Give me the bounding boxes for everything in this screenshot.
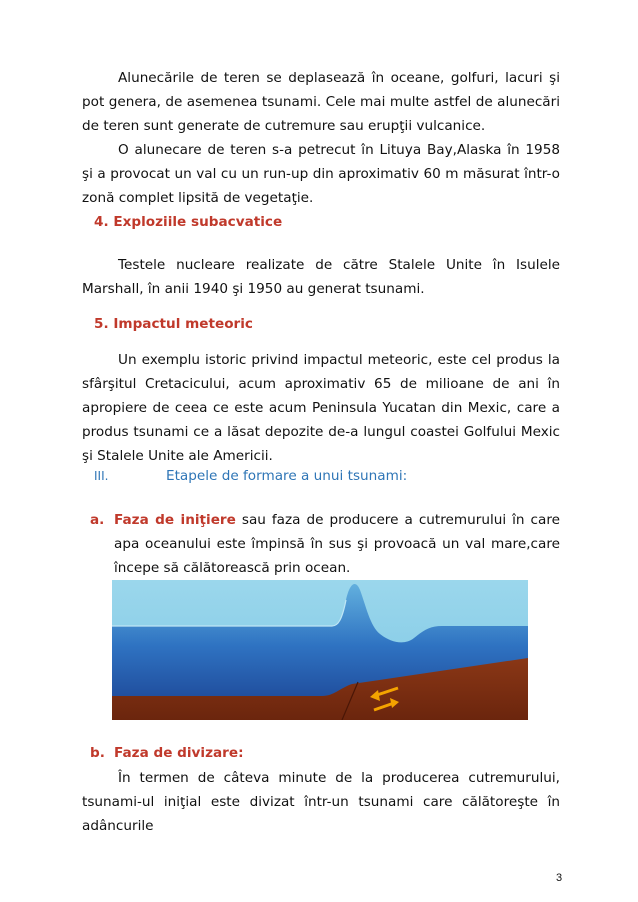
list-item-body <box>96 741 560 765</box>
list-item-division <box>90 741 560 765</box>
paragraph-landslides: Alunecările de teren se deplasează în oceane, golfuri, lacuri şi pot genera, de asemenea tsunami. Cele mai multe astfel de alunecări de teren sunt generate de cutremure sau erupţii vulcanice. <box>82 70 560 134</box>
paragraph-nuclear-tests: Testele nucleare realizate de către Stalele Unite în Isulele Marshall, în anii 1940 şi 1950 au generat tsunami. <box>82 257 560 297</box>
paragraph-division: În termen de câteva minute de la producerea cutremurului, tsunami-ul iniţial este divizat într-un tsunami care călătoreşte în adâncurile <box>82 770 560 834</box>
heading-text: Exploziile subacvatice <box>113 214 283 230</box>
list-marker: a. <box>90 512 105 528</box>
page-number: 3 <box>556 872 563 884</box>
paragraph-cretaceous: Un exemplu istoric privind impactul meteoric, este cel produs la sfârşitul Cretacicului, acum aproximativ 65 de milioane de ani în apropiere de ceea ce este acum Peninsula Yucatan din Mexic, care a produs tsunami ce a lăsat depozite de-a lungul coastei Golfului Mexic şi Stalele Unite ale Americii. <box>82 352 560 464</box>
paragraph-lituya-bay: O alunecare de teren s-a petrecut în Lituya Bay,Alaska în 1958 şi a provocat un val cu un run-up din aproximativ 60 m măsurat într-o zonă complet lipsită de vegetaţie. <box>82 142 560 206</box>
list-item-term: Faza de divizare: <box>114 745 244 761</box>
section-heading-stages <box>94 468 407 484</box>
list-marker: b. <box>90 745 105 761</box>
list-item-term: Faza de iniţiere <box>114 512 236 528</box>
list-item-initiation <box>90 508 560 580</box>
heading-underwater-explosions <box>94 214 282 230</box>
heading-meteoric-impact <box>94 316 253 332</box>
list-item-description: sau faza de producere a cutremurului în care apa oceanului este împinsă în sus şi provoacă un val mare,care începe să călătorească prin ocean. <box>114 512 560 576</box>
heading-number: 4. <box>94 214 109 230</box>
heading-number: 5. <box>94 316 109 332</box>
section-roman-numeral: III. <box>94 469 109 483</box>
tsunami-initiation-illustration <box>112 580 528 720</box>
section-title: Etapele de formare a unui tsunami: <box>166 468 408 484</box>
list-item-body <box>96 508 560 580</box>
heading-text: Impactul meteoric <box>113 316 253 332</box>
